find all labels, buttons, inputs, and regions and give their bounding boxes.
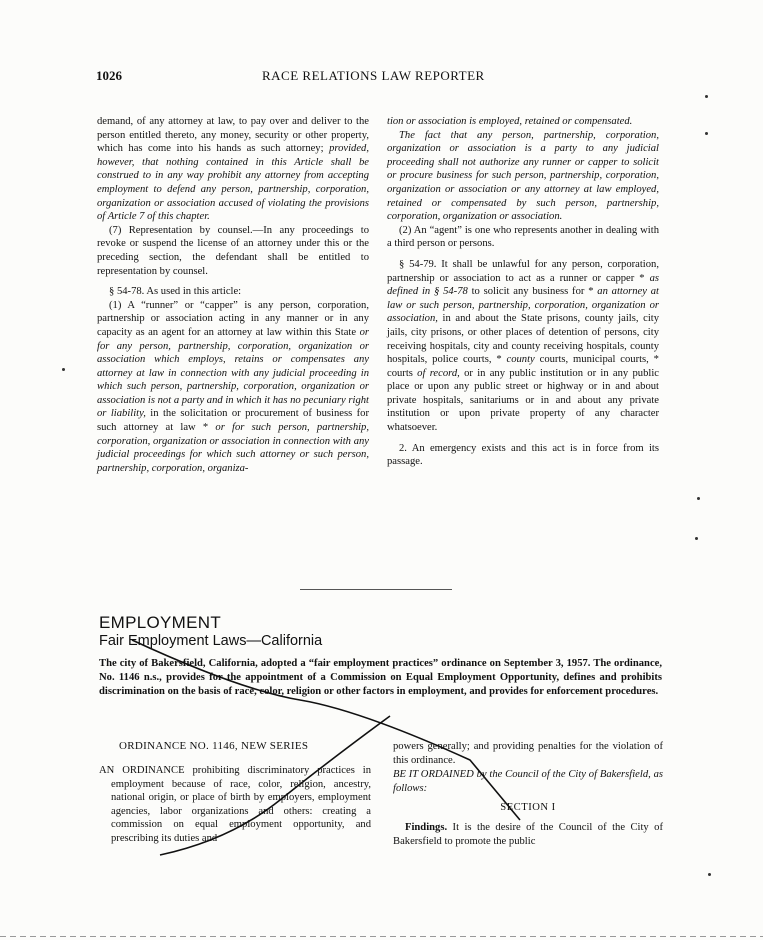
running-title: RACE RELATIONS LAW REPORTER <box>262 68 485 83</box>
speck-mark <box>705 132 708 135</box>
left-paragraph-3: § 54-78. As used in this article: <box>109 286 242 298</box>
ordinance-findings <box>393 821 663 848</box>
right-p4-a: § 54-79. It shall be unlawful for any person, corporation, partnership or association to act as a runner or capper * <box>387 258 659 284</box>
ordinance-section-label: SECTION I <box>500 802 556 814</box>
findings-label: Findings. <box>405 821 448 833</box>
speck-mark <box>695 537 698 540</box>
right-p4-h: of record, <box>417 367 460 379</box>
bottom-edge-rule <box>0 936 763 937</box>
article-end-rule <box>300 589 452 590</box>
ordinance-title-text: AN ORDINANCE prohibiting discriminatory practices in employment because of race, color, religion, ancestry, national origin, or place of birth by employers, employment agencies, labor organizations and others: creating a commission on equal employment opportunity, and prescribing its duties and <box>99 765 371 844</box>
left-p1-text: demand, of any attorney at law, to pay over and deliver to the person entitled thereto, any money, security or other property, which has come into his hands as such attorney; <box>97 116 369 155</box>
left-p4-italic: or for any person, partnership, corporation, organization or association which employs, retains or compensates any attorney at law in connection with any judicial proceeding in which such person, partnership, corporation, organization or association is not a party and in which it has no pecuniary right or liability, <box>97 326 369 420</box>
ordinance-left-column <box>99 764 371 846</box>
section-title: EMPLOYMENT <box>99 613 222 632</box>
right-p4-d: an attorney at law or such person, partnership, corporation, organization or association, <box>387 286 659 325</box>
ordinance-right-p1: powers generally; and providing penalties for the violation of this ordinance. <box>393 741 663 766</box>
left-column <box>97 115 369 475</box>
left-paragraph-2: (7) Representation by counsel.—In any proceedings to revoke or suspend the license of an attorney under this or the preceding section, the defendant shall be entitled to representation by counsel. <box>97 224 369 277</box>
right-column <box>387 115 659 469</box>
right-p4-e: in and about the State prisons, county jails, city jails, city prisons, or other places of detention of persons, city receiving hospitals, city and county receiving hospitals, county hospitals, police courts, * <box>387 313 659 366</box>
right-p4-b: as defined in § 54-78 <box>387 272 659 298</box>
speck-mark <box>708 873 711 876</box>
right-p4-i: or in any public institution or in any public place or upon any public street or highway or in and about private hospitals, sanitariums or in and about any private institution or upon private property of any character whatsoever. <box>387 367 659 434</box>
ordinance-heading: ORDINANCE NO. 1146, NEW SERIES <box>119 740 309 752</box>
right-p2-italic: The fact that any person, partnership, corporation, organization or association is a party to any judicial proceeding shall not authorize any runner or capper to solicit or procure business for such person, partnership, corporation, organization or association or any attorney at law employed, retained or compensated by such person, partnership, corporation, organization or association. <box>387 129 659 223</box>
section-subtitle: Fair Employment Laws—California <box>99 633 323 649</box>
findings-text: It is the desire of the Council of the City of Bakersfield to promote the public <box>393 821 663 847</box>
right-p1-italic: tion or association is employed, retained or compensated. <box>387 116 633 127</box>
left-p4-text: (1) A “runner” or “capper” is any person, corporation, partnership or association acting in any manner or in any capacity as an agent for an attorney at law within this State <box>97 299 369 338</box>
right-paragraph-3: (2) An “agent” is one who represents another in dealing with a third person or persons. <box>387 224 659 250</box>
left-paragraph-4 <box>97 299 369 476</box>
left-p4-italic-2: or for such person, partnership, corporation, organization or association in connection with any judicial proceedings for which such attorney or such person, partnership, corporation, organiza- <box>97 422 370 474</box>
speck-mark <box>62 368 65 371</box>
page-number: 1026 <box>96 68 122 83</box>
enacting-clause-italic: BE IT ORDAINED by the Council of the City of Bakersfield, as follows: <box>393 769 663 794</box>
speck-mark <box>705 95 708 98</box>
ordinance-right-column <box>393 740 663 848</box>
headnote-summary: The city of Bakersfield, California, adopted a “fair employment practices” ordinance on September 3, 1957. The ordinance, No. 1146 n.s., provides for the appointment of a Commission on Equal Employment Opportunity, defines and prohibits discrimination on the basis of race, color, religion or other factors in employment, and provides for enforcement procedures. <box>99 658 662 697</box>
right-p4-f: county <box>506 354 535 366</box>
ordinance-enacting-clause <box>393 768 663 795</box>
left-p4-text-2: in the solicitation or procurement of business for such attorney at law * <box>97 408 369 434</box>
right-paragraph-2 <box>387 129 659 224</box>
left-p1-italic: provided, however, that nothing contained in this Article shall be construed to in any way prohibit any attorney from accepting employment to defend any person, partnership, corporation, organization or association accused of violating the provisions of Article 7 of this chapter. <box>97 143 369 223</box>
right-paragraph-1 <box>387 115 659 129</box>
right-paragraph-5: 2. An emergency exists and this act is in force from its passage. <box>387 442 659 468</box>
right-p4-g: courts, municipal courts, * courts <box>387 354 659 379</box>
right-paragraph-4 <box>387 258 659 435</box>
left-paragraph-1 <box>97 115 369 224</box>
right-p4-c: to solicit any business for * <box>467 286 598 298</box>
speck-mark <box>697 497 700 500</box>
